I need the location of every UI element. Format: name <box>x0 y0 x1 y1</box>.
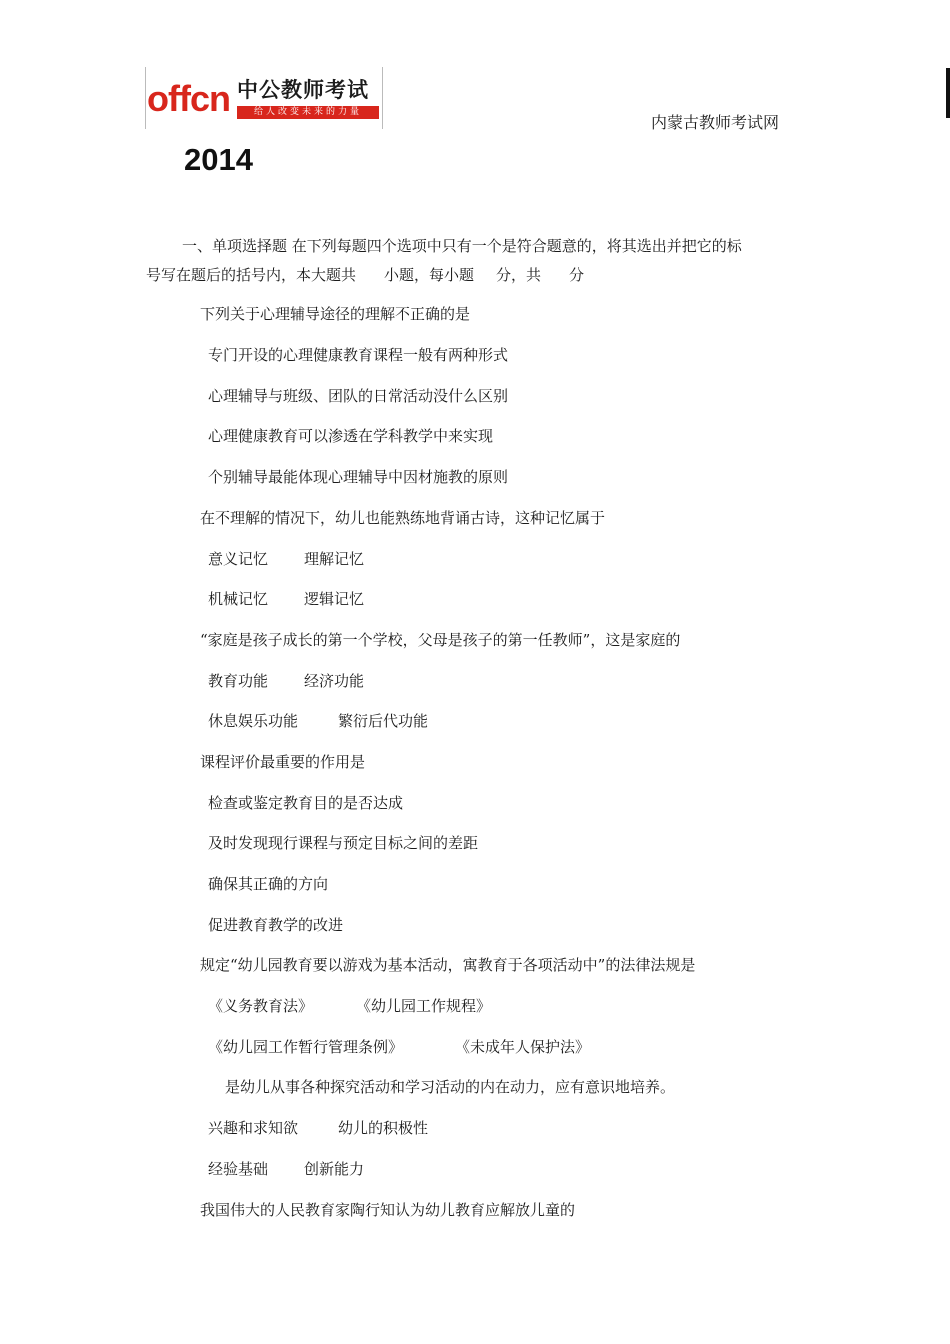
instructions-points-label: 分 <box>569 266 585 284</box>
question-option: 幼儿的积极性 <box>338 1119 429 1137</box>
question-option: 心理健康教育可以渗透在学科教学中来实现 <box>208 427 494 445</box>
question-option: 《未成年人保护法》 <box>455 1038 591 1056</box>
question-option: 繁衍后代功能 <box>338 712 429 730</box>
instructions-total-label: 分，共 <box>496 266 542 284</box>
document-year: 2014 <box>184 142 253 177</box>
question-stem: 在不理解的情况下，幼儿也能熟练地背诵古诗，这种记忆属于 <box>200 509 606 527</box>
question-stem: 下列关于心理辅导途径的理解不正确的是 <box>200 305 471 323</box>
question-option: 经验基础 <box>208 1160 269 1178</box>
question-option: 确保其正确的方向 <box>208 875 329 893</box>
question-option: 教育功能 <box>208 672 269 690</box>
question-option: 意义记忆 <box>208 550 269 568</box>
question-option: 《幼儿园工作暂行管理条例》 <box>208 1038 404 1056</box>
question-option: 理解记忆 <box>304 550 365 568</box>
instructions-line-2 <box>146 261 811 290</box>
question-option: 创新能力 <box>304 1160 365 1178</box>
question-option: 逻辑记忆 <box>304 590 365 608</box>
question-option: 个别辅导最能体现心理辅导中因材施教的原则 <box>208 468 509 486</box>
logo-org-name: 中公教师考试 <box>237 78 369 102</box>
question-stem: 我国伟大的人民教育家陶行知认为幼儿教育应解放儿童的 <box>200 1201 576 1219</box>
question-option: 《幼儿园工作规程》 <box>356 997 492 1015</box>
question-option: 促进教育教学的改进 <box>208 916 344 934</box>
question-option: 《义务教育法》 <box>208 997 314 1015</box>
question-option: 兴趣和求知欲 <box>208 1119 299 1137</box>
question-option: 专门开设的心理健康教育课程一般有两种形式 <box>208 346 509 364</box>
question-option: 及时发现现行课程与预定目标之间的差距 <box>208 834 479 852</box>
question-stem: 规定“幼儿园教育要以游戏为基本活动，寓教育于各项活动中”的法律法规是 <box>200 956 696 974</box>
offcn-logo <box>145 67 383 131</box>
question-stem: 是幼儿从事各种探究活动和学习活动的内在动力，应有意识地培养。 <box>225 1078 676 1096</box>
question-option: 休息娱乐功能 <box>208 712 299 730</box>
site-name: 内蒙古教师考试网 <box>651 113 780 132</box>
instructions-points-per-question: 小题，每小题 <box>384 266 475 284</box>
logo-brand-text: offcn <box>147 78 230 119</box>
page-edge-mark <box>946 68 950 118</box>
question-option: 经济功能 <box>304 672 365 690</box>
question-option: 检查或鉴定教育目的是否达成 <box>208 794 404 812</box>
instructions-total-questions: 号写在题后的括号内，本大题共 <box>146 266 357 284</box>
question-option: 机械记忆 <box>208 590 269 608</box>
section-instructions <box>146 232 811 290</box>
question-stem: “家庭是孩子成长的第一个学校，父母是孩子的第一任教师”，这是家庭的 <box>200 631 681 649</box>
question-option: 心理辅导与班级、团队的日常活动没什么区别 <box>208 387 509 405</box>
question-stem: 课程评价最重要的作用是 <box>200 753 366 771</box>
instructions-line-1: 一、单项选择题 在下列每题四个选项中只有一个是符合题意的，将其选出并把它的标 <box>182 237 742 255</box>
logo-slogan: 给人改变未来的力量 <box>237 106 379 119</box>
